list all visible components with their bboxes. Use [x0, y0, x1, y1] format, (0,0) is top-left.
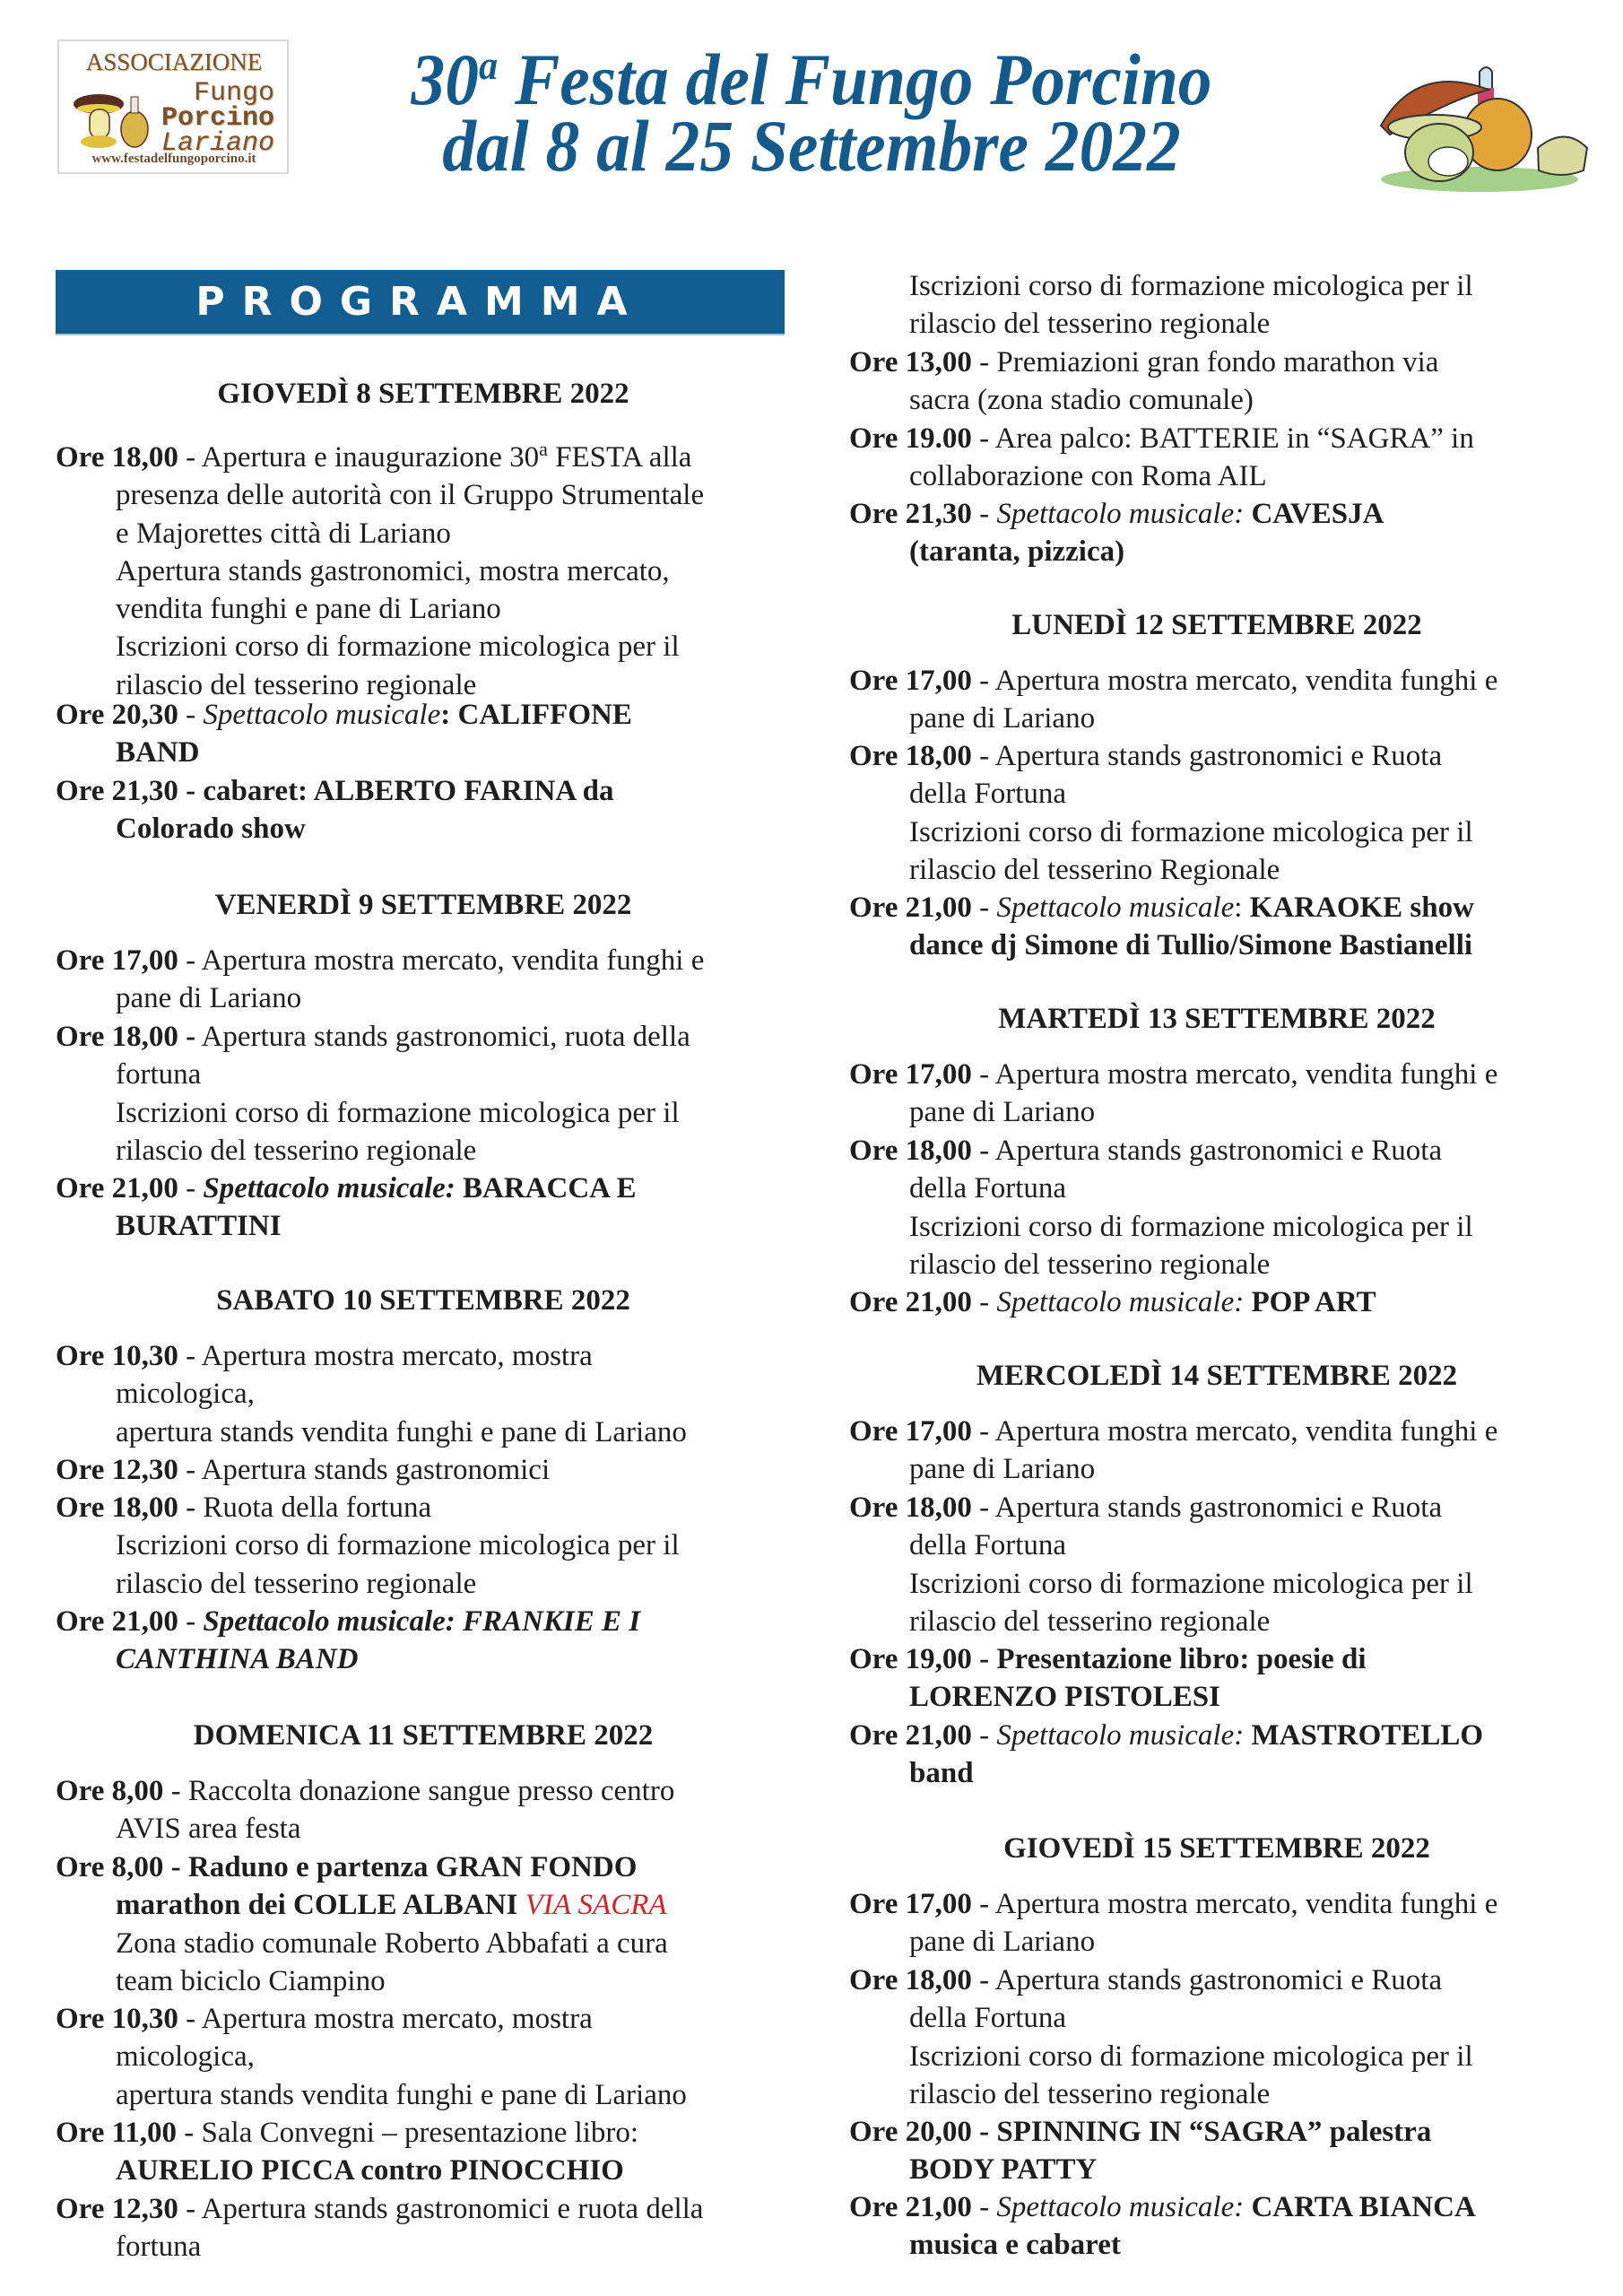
entry-time: Ore 19.00 — [849, 422, 972, 455]
entry-text: Area palco: BATTERIE in “SAGRA” in — [994, 422, 1474, 455]
entry-text: Premiazioni gran fondo marathon via — [996, 346, 1439, 378]
title-festival-name: Festa del Fungo Porcino — [498, 39, 1212, 120]
entry-text: rilascio del tesserino Regionale — [909, 853, 1280, 886]
entry-performer: POP ART — [1244, 1286, 1376, 1318]
entry-text: Apertura mostra mercato, vendita funghi e — [994, 1058, 1498, 1091]
entry-text: AVIS area festa — [116, 1813, 301, 1846]
entry-text: collaborazione con Roma AIL — [909, 460, 1267, 493]
entry-performer: Colorado show — [116, 813, 306, 846]
programma-banner: PROGRAMMA — [56, 270, 785, 335]
entry-dash: - — [971, 1135, 995, 1167]
entry-text: apertura stands vendita funghi e pane di Lariano — [116, 2078, 687, 2111]
entry-category: Spettacolo musicale — [203, 699, 441, 731]
entry-text: Iscrizioni corso di formazione micologica per il — [116, 1529, 680, 1562]
schedule-entry — [849, 2113, 1620, 2189]
page-title-line2: dal 8 al 25 Settembre 2022 — [442, 105, 1181, 187]
entry-time: Ore 18,00 — [849, 740, 972, 772]
entry-dash: - — [178, 441, 202, 474]
entry-text: Apertura mostra mercato, mostra — [201, 1340, 593, 1372]
association-logo — [57, 39, 289, 174]
entry-time: Ore 17,00 — [56, 944, 178, 977]
day-heading: MARTEDÌ 13 SETTEMBRE 2022 — [998, 1003, 1436, 1035]
entry-performer: BODY PATTY — [909, 2153, 1098, 2187]
schedule-entry — [56, 2000, 827, 2114]
entry-text: rilascio del tesserino regionale — [116, 1567, 477, 1600]
entry-text: Apertura stands gastronomici — [201, 1454, 551, 1486]
entry-text: rilascio del tesserino regionale — [116, 1134, 477, 1167]
schedule-entry — [849, 889, 1620, 965]
entry-text: Apertura stands gastronomici e Ruota — [994, 740, 1443, 772]
entry-category: Spettacolo musicale: — [203, 1172, 456, 1205]
entry-text: della Fortuna — [909, 1172, 1067, 1205]
entry-text: e Majorettes città di Lariano — [116, 517, 451, 550]
schedule-entry — [849, 1283, 1620, 1321]
entry-time: Ore 19,00 — [849, 1643, 972, 1675]
schedule-entry — [849, 344, 1620, 420]
entry-time: Ore 21,00 — [56, 1172, 178, 1205]
entry-text: Iscrizioni corso di formazione micologica per il — [909, 1210, 1473, 1243]
entry-colon: : — [440, 699, 458, 731]
entry-performer: (taranta, pizzica) — [909, 535, 1125, 569]
entry-time: Ore 10,30 — [56, 2003, 178, 2035]
entry-performer: BAND — [116, 736, 200, 770]
entry-text: fortuna — [116, 2231, 202, 2264]
entry-time: Ore 20,00 — [849, 2116, 972, 2148]
entry-time: Ore 21,00 — [56, 1605, 178, 1638]
day-heading: LUNEDÌ 12 SETTEMBRE 2022 — [1011, 609, 1422, 641]
entry-text: Apertura mostra mercato, vendita funghi e — [994, 1888, 1498, 1920]
entry-dash: - — [178, 2003, 202, 2035]
entry-text: marathon dei COLLE ALBANI — [116, 1889, 525, 1922]
entry-dash: - — [971, 1286, 997, 1318]
entry-text: micologica, — [116, 1378, 255, 1411]
entry-dash: - — [971, 740, 995, 772]
entry-dash: - — [971, 346, 997, 378]
entry-performer: band — [909, 1757, 974, 1790]
schedule-entry — [56, 772, 827, 848]
schedule-entry — [849, 1961, 1620, 2113]
entry-performer: dance dj Simone di Tullio/Simone Bastianelli — [909, 929, 1473, 962]
entry-dash: - — [178, 1454, 202, 1486]
schedule-entry — [56, 1489, 827, 1603]
day-heading: GIOVEDÌ 8 SETTEMBRE 2022 — [217, 378, 629, 410]
entry-time: Ore 21,30 — [849, 498, 972, 530]
logo-website-url: www.festadelfungoporcino.it — [91, 152, 256, 166]
entry-text: vendita funghi e pane di Lariano — [116, 593, 501, 626]
entry-time: Ore 21,00 — [849, 891, 972, 924]
entry-dash: - — [971, 1058, 995, 1091]
mushroom-logo-icon — [72, 90, 152, 154]
entry-text: Apertura mostra mercato, vendita funghi e — [994, 665, 1498, 697]
entry-dash: - — [178, 1172, 204, 1205]
mushroom-mascot-illustration-icon — [1363, 45, 1605, 197]
entry-text: pane di Lariano — [116, 982, 302, 1015]
entry-text: Apertura stands gastronomici e Ruota — [994, 1135, 1443, 1167]
title-edition-number: 30 — [411, 39, 479, 120]
entry-text: Apertura stands gastronomici, mostra mercato, — [116, 554, 670, 587]
entry-time: Ore 12,30 — [56, 1454, 178, 1486]
entry-text: AURELIO PICCA contro PINOCCHIO — [116, 2154, 624, 2187]
schedule-entry — [849, 1413, 1620, 1489]
entry-performer: BURATTINI — [116, 1210, 282, 1243]
schedule-entry — [849, 1489, 1620, 1640]
entry-dash: - — [971, 1964, 995, 1996]
entry-text: Raccolta donazione sangue presso centro — [187, 1775, 675, 1807]
entry-performer: CANTHINA BAND — [116, 1643, 359, 1676]
day-heading: SABATO 10 SETTEMBRE 2022 — [216, 1284, 630, 1317]
entry-time: Ore 20,30 — [56, 699, 178, 731]
entry-time: Ore 21,00 — [849, 1286, 972, 1318]
entry-time: Ore 12,30 — [56, 2193, 178, 2225]
entry-text: Presentazione libro: poesie di — [996, 1643, 1367, 1675]
entry-time: Ore 17,00 — [849, 1058, 972, 1091]
schedule-entry — [56, 1848, 827, 2000]
entry-dash: - — [971, 422, 995, 455]
schedule-entry — [56, 2190, 827, 2266]
schedule-entry — [56, 1170, 827, 1246]
entry-text: pane di Lariano — [909, 1926, 1096, 1959]
schedule-entry — [849, 495, 1620, 571]
entry-performer: musica e cabaret — [909, 2229, 1121, 2262]
schedule-entry — [56, 1018, 827, 1170]
day-heading: DOMENICA 11 SETTEMBRE 2022 — [193, 1719, 654, 1752]
entry-category: Spettacolo musicale — [996, 891, 1235, 924]
schedule-entry — [849, 420, 1620, 496]
entry-text: Sala Convegni – presentazione libro: — [201, 2117, 639, 2149]
schedule-entry — [56, 942, 827, 1018]
entry-dash: - — [971, 891, 997, 924]
entry-text: Apertura e inaugurazione 30 — [201, 441, 540, 474]
schedule-entry — [56, 1603, 827, 1679]
entry-text: rilascio del tesserino regionale — [909, 1605, 1271, 1638]
entry-text: SPINNING IN “SAGRA” palestra — [996, 2116, 1432, 2148]
entry-time: Ore 18,00 — [56, 1492, 178, 1524]
schedule-entry — [849, 1717, 1620, 1793]
schedule-entry — [849, 1640, 1620, 1717]
entry-time: Ore 10,30 — [56, 1340, 178, 1372]
entry-time: Ore 21,00 — [849, 2191, 972, 2223]
entry-dash: - — [178, 1340, 202, 1372]
entry-text: Iscrizioni corso di formazione micologica per il — [116, 1096, 680, 1129]
via-sacra-highlight: VIA SACRA — [525, 1889, 667, 1922]
entry-time: Ore 21,00 — [849, 1719, 972, 1752]
entry-text: rilascio del tesserino regionale — [116, 668, 477, 701]
logo-porcino-text: Porcino — [161, 103, 274, 134]
entry-text: Raduno e partenza GRAN FONDO — [187, 1851, 638, 1883]
entry-dash: - — [971, 2116, 997, 2148]
schedule-entry — [56, 1772, 827, 1848]
entry-text: team biciclo Ciampino — [116, 1964, 386, 1997]
entry-time: Ore 11,00 — [56, 2117, 178, 2149]
schedule-entry — [849, 1056, 1620, 1132]
entry-text: rilascio del tesserino regionale — [909, 1248, 1271, 1281]
entry-dash: - — [178, 1605, 204, 1638]
entry-text: Apertura mostra mercato, vendita funghi e — [201, 944, 705, 977]
entry-text: della Fortuna — [909, 1529, 1067, 1562]
entry-time: Ore 8,00 — [56, 1775, 164, 1807]
entry-dash: - — [971, 1719, 997, 1752]
entry-text: Zona stadio comunale Roberto Abbafati a cura — [116, 1926, 668, 1960]
entry-time: Ore 8,00 — [56, 1851, 164, 1883]
entry-text: Iscrizioni corso di formazione micologica per il — [909, 815, 1473, 848]
entry-performer: CARTA BIANCA — [1244, 2191, 1476, 2223]
entry-performer: cabaret: ALBERTO FARINA da — [203, 775, 614, 807]
entry-performer: LORENZO PISTOLESI — [909, 1681, 1220, 1714]
entry-text: Apertura stands gastronomici, ruota della — [195, 1021, 690, 1053]
entry-text: rilascio del tesserino regionale — [909, 308, 1271, 341]
entry-dash: - — [971, 1643, 997, 1675]
entry-category: Spettacolo musicale: — [996, 1719, 1245, 1752]
entry-text: rilascio del tesserino regionale — [909, 2077, 1271, 2110]
entry-time: Ore 17,00 — [849, 1888, 972, 1920]
schedule-entry — [849, 1885, 1620, 1961]
ordinal-sup: a — [539, 438, 548, 460]
entry-time: Ore 18,00 — [849, 1135, 972, 1167]
entry-performer: BARACCA E — [455, 1172, 637, 1205]
entry-text: Ruota della fortuna — [203, 1492, 432, 1524]
entry-performer: CALIFFONE — [457, 699, 632, 731]
schedule-entry — [849, 662, 1620, 738]
entry-performer: MASTROTELLO — [1244, 1719, 1484, 1752]
entry-performer: CAVESJA — [1244, 498, 1384, 530]
entry-text: Apertura mostra mercato, vendita funghi e — [994, 1415, 1498, 1448]
entry-dash: - — [163, 1775, 188, 1807]
entry-text: Iscrizioni corso di formazione micologica per il — [909, 2039, 1473, 2073]
entry-text: micologica, — [116, 2040, 255, 2074]
entry-text: Apertura stands gastronomici e Ruota — [994, 1964, 1443, 1996]
entry-dash: - — [178, 944, 202, 977]
logo-lariano-text: Lariano — [161, 128, 274, 159]
schedule-entry — [56, 1337, 827, 1451]
logo-association-text: ASSOCIAZIONE — [85, 48, 263, 75]
schedule-entry — [56, 430, 827, 704]
entry-time: Ore 17,00 — [849, 1415, 972, 1448]
entry-text: Iscrizioni corso di formazione micologica per il — [909, 1567, 1473, 1600]
entry-dash: - — [971, 1492, 995, 1524]
entry-time: Ore 17,00 — [849, 665, 972, 697]
entry-text: Iscrizioni corso di formazione micologica per il — [116, 631, 680, 664]
entry-time: Ore 18,00 — [56, 441, 178, 474]
entry-text: pane di Lariano — [909, 1453, 1096, 1486]
entry-time: Ore 18,00 — [849, 1964, 972, 1996]
schedule-entry — [56, 2114, 827, 2190]
entry-time: Ore 13,00 — [849, 346, 972, 378]
entry-text: della Fortuna — [909, 2002, 1067, 2035]
entry-performer: KARAOKE show — [1249, 891, 1474, 924]
entry-colon: : — [1234, 891, 1250, 924]
schedule-entry — [849, 1132, 1620, 1283]
entry-text: pane di Lariano — [909, 1096, 1096, 1129]
entry-dash: - — [971, 498, 997, 530]
entry-text: Iscrizioni corso di formazione micologica per il — [909, 270, 1473, 302]
entry-text: pane di Lariano — [909, 702, 1096, 735]
schedule-entry — [849, 2188, 1620, 2265]
entry-time: Ore 18,00 - — [56, 1021, 196, 1053]
entry-category: Spettacolo musicale: — [996, 1286, 1245, 1318]
entry-dash: - — [971, 665, 995, 697]
day-heading: GIOVEDÌ 15 SETTEMBRE 2022 — [1003, 1832, 1430, 1865]
entry-dash: - — [178, 2193, 202, 2225]
entry-dash: - — [178, 699, 204, 731]
entry-dash: - — [177, 2117, 202, 2149]
schedule-entry — [849, 267, 1620, 344]
day-heading: VENERDÌ 9 SETTEMBRE 2022 — [214, 889, 632, 921]
entry-text: presenza delle autorità con il Gruppo Strumentale — [116, 479, 705, 512]
schedule-entry — [56, 696, 827, 772]
title-ordinal-sup: a — [478, 42, 499, 88]
schedule-entry — [56, 1451, 827, 1489]
entry-text: Apertura stands gastronomici e Ruota — [994, 1492, 1443, 1524]
entry-text: Apertura mostra mercato, mostra — [201, 2003, 593, 2035]
day-heading: MERCOLEDÌ 14 SETTEMBRE 2022 — [976, 1360, 1458, 1392]
entry-dash: - — [971, 2191, 997, 2223]
entry-text: Apertura stands gastronomici e ruota della — [201, 2193, 704, 2225]
logo-fungo-text: Fungo — [193, 78, 274, 109]
entry-text: della Fortuna — [909, 778, 1067, 811]
entry-text: fortuna — [116, 1058, 202, 1091]
entry-dash: - — [178, 1492, 204, 1524]
entry-time: Ore 18,00 — [849, 1492, 972, 1524]
schedule-entry — [849, 737, 1620, 889]
entry-performer: Spettacolo musicale: FRANKIE E I — [203, 1605, 641, 1638]
entry-dash: - — [163, 1851, 188, 1883]
entry-text: FESTA alla — [547, 441, 692, 474]
entry-category: Spettacolo musicale: — [996, 498, 1245, 530]
entry-dash: - — [971, 1415, 995, 1448]
entry-dash: - — [178, 775, 204, 807]
entry-dash: - — [971, 1888, 995, 1920]
entry-category: Spettacolo musicale: — [996, 2191, 1245, 2223]
entry-text: apertura stands vendita funghi e pane di Lariano — [116, 1415, 687, 1448]
entry-time: Ore 21,30 — [56, 775, 178, 807]
entry-text: sacra (zona stadio comunale) — [909, 384, 1254, 417]
